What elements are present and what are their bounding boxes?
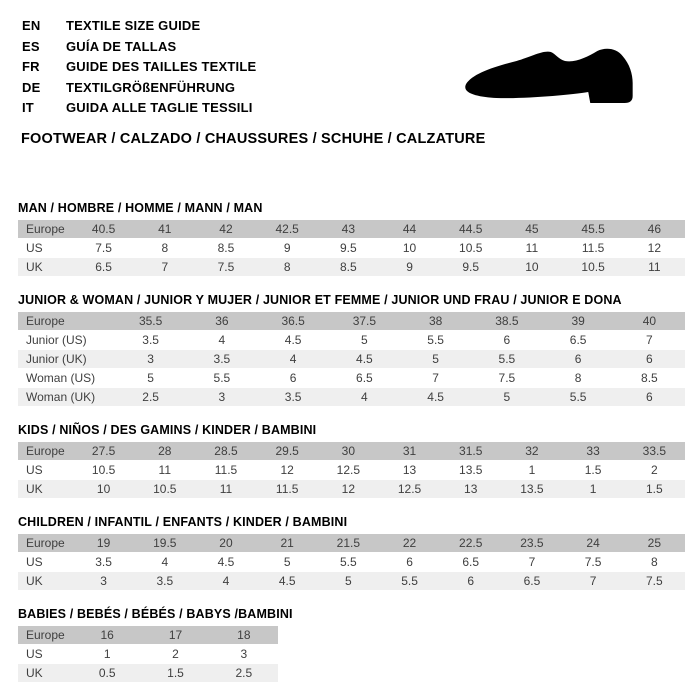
size-cell: 6.5: [329, 369, 400, 387]
language-title: GUÍA DE TALLAS: [66, 38, 177, 54]
size-cell: 5: [115, 369, 186, 387]
size-cell: 6: [379, 553, 440, 571]
size-table-kids: [18, 441, 685, 499]
size-cell: 44.5: [440, 220, 501, 238]
size-cell: 8.5: [614, 369, 685, 387]
size-cell: 35.5: [115, 312, 186, 330]
size-row-uk: [18, 664, 278, 682]
size-cell: 3: [115, 350, 186, 368]
size-cell: 19: [73, 534, 134, 552]
section-title: MAN / HOMBRE / HOMME / MANN / MAN: [18, 200, 263, 215]
size-row-europe: [18, 534, 685, 552]
size-cell: 6.5: [440, 553, 501, 571]
size-cell: 4.5: [329, 350, 400, 368]
size-cell: 38.5: [471, 312, 542, 330]
size-cell: 7.5: [73, 239, 134, 257]
size-cell: 8: [134, 239, 195, 257]
section-title: BABIES / BEBÉS / BÉBÉS / BABYS /BAMBINI: [18, 606, 293, 621]
size-cell: 10: [73, 480, 134, 498]
size-row-junior-us-: [18, 331, 685, 349]
size-cell: 6.5: [73, 258, 134, 276]
size-cell: 3.5: [134, 572, 195, 590]
size-cell: 1: [563, 480, 624, 498]
language-code: FR: [22, 59, 40, 74]
size-cell: 11: [624, 258, 685, 276]
size-cell: 4.5: [257, 572, 318, 590]
size-cell: 10.5: [134, 480, 195, 498]
size-cell: 10.5: [440, 239, 501, 257]
size-row-us: [18, 239, 685, 257]
size-cell: 11: [501, 239, 562, 257]
row-label: US: [18, 461, 73, 479]
category-heading: FOOTWEAR / CALZADO / CHAUSSURES / SCHUHE / CALZATURE: [21, 130, 486, 147]
size-cell: 33: [563, 442, 624, 460]
row-label: Europe: [18, 220, 73, 238]
size-cell: 13.5: [501, 480, 562, 498]
row-label: Europe: [18, 312, 115, 330]
size-cell: 8: [257, 258, 318, 276]
size-cell: 2.5: [115, 388, 186, 406]
size-cell: 4: [195, 572, 256, 590]
size-cell: 18: [210, 626, 278, 644]
size-cell: 5.5: [379, 572, 440, 590]
size-cell: 30: [318, 442, 379, 460]
section-title: KIDS / NIÑOS / DES GAMINS / KINDER / BAMBINI: [18, 422, 317, 437]
size-cell: 11.5: [563, 239, 624, 257]
size-cell: 1.5: [624, 480, 685, 498]
section-title: JUNIOR & WOMAN / JUNIOR Y MUJER / JUNIOR ET FEMME / JUNIOR UND FRAU / JUNIOR E DONA: [18, 292, 622, 307]
size-row-europe: [18, 220, 685, 238]
size-cell: 12: [624, 239, 685, 257]
size-cell: 32: [501, 442, 562, 460]
row-label: Europe: [18, 626, 73, 644]
size-cell: 42.5: [257, 220, 318, 238]
size-cell: 6: [614, 350, 685, 368]
section-junior-woman: [18, 293, 700, 407]
size-table-man: [18, 219, 685, 277]
size-cell: 4.5: [195, 553, 256, 571]
size-cell: 13: [440, 480, 501, 498]
language-title: TEXTILGRÖßENFÜHRUNG: [66, 79, 236, 95]
size-row-uk: [18, 480, 685, 498]
section-title: CHILDREN / INFANTIL / ENFANTS / KINDER / BAMBINI: [18, 514, 348, 529]
row-label: Europe: [18, 534, 73, 552]
size-cell: 24: [563, 534, 624, 552]
section-man: [18, 201, 700, 277]
size-cell: 13: [379, 461, 440, 479]
size-cell: 10: [501, 258, 562, 276]
size-cell: 5: [257, 553, 318, 571]
size-cell: 4: [134, 553, 195, 571]
size-cell: 7: [400, 369, 471, 387]
size-row-europe: [18, 626, 278, 644]
row-label: US: [18, 239, 73, 257]
size-cell: 29.5: [257, 442, 318, 460]
size-cell: 7.5: [471, 369, 542, 387]
size-cell: 20: [195, 534, 256, 552]
size-cell: 9.5: [318, 239, 379, 257]
size-cell: 9.5: [440, 258, 501, 276]
language-code: ES: [22, 38, 40, 54]
size-cell: 3.5: [115, 331, 186, 349]
section-children: [18, 515, 700, 591]
size-cell: 28: [134, 442, 195, 460]
size-cell: 3.5: [258, 388, 329, 406]
size-cell: 45: [501, 220, 562, 238]
size-cell: 13.5: [440, 461, 501, 479]
size-cell: 37.5: [329, 312, 400, 330]
size-cell: 5: [400, 350, 471, 368]
size-cell: 22.5: [440, 534, 501, 552]
section-kids: [18, 423, 700, 499]
size-cell: 11.5: [257, 480, 318, 498]
size-cell: 12.5: [318, 461, 379, 479]
size-cell: 10.5: [73, 461, 134, 479]
size-cell: 2: [624, 461, 685, 479]
size-cell: 7.5: [563, 553, 624, 571]
size-cell: 3.5: [186, 350, 257, 368]
size-cell: 11.5: [195, 461, 256, 479]
size-cell: 1.5: [141, 664, 209, 682]
size-row-us: [18, 461, 685, 479]
size-cell: 6: [614, 388, 685, 406]
size-cell: 9: [257, 239, 318, 257]
size-cell: 5: [471, 388, 542, 406]
row-label: UK: [18, 480, 73, 498]
size-cell: 1: [501, 461, 562, 479]
size-cell: 7: [501, 553, 562, 571]
size-cell: 31.5: [440, 442, 501, 460]
size-cell: 16: [73, 626, 141, 644]
size-cell: 7: [563, 572, 624, 590]
language-title: TEXTILE SIZE GUIDE: [66, 18, 201, 33]
size-cell: 21: [257, 534, 318, 552]
size-cell: 6.5: [501, 572, 562, 590]
size-cell: 3.5: [73, 553, 134, 571]
size-cell: 27.5: [73, 442, 134, 460]
size-cell: 31: [379, 442, 440, 460]
size-cell: 7: [614, 331, 685, 349]
size-cell: 44: [379, 220, 440, 238]
language-row-en: [22, 16, 700, 37]
size-cell: 6: [440, 572, 501, 590]
size-cell: 10: [379, 239, 440, 257]
size-cell: 17: [141, 626, 209, 644]
size-table-children: [18, 533, 685, 591]
dress-shoe-icon: [458, 38, 668, 114]
size-cell: 1: [73, 645, 141, 663]
size-cell: 23.5: [501, 534, 562, 552]
row-label: Junior (UK): [18, 350, 115, 368]
row-label: Woman (US): [18, 369, 115, 387]
size-cell: 22: [379, 534, 440, 552]
size-cell: 12.5: [379, 480, 440, 498]
size-cell: 4: [258, 350, 329, 368]
language-code: IT: [22, 100, 34, 115]
size-row-uk: [18, 258, 685, 276]
row-label: US: [18, 645, 73, 663]
size-cell: 42: [195, 220, 256, 238]
size-cell: 8.5: [318, 258, 379, 276]
size-cell: 11: [134, 461, 195, 479]
size-cell: 28.5: [195, 442, 256, 460]
size-cell: 7.5: [624, 572, 685, 590]
size-cell: 4.5: [400, 388, 471, 406]
size-cell: 4.5: [258, 331, 329, 349]
size-cell: 1.5: [563, 461, 624, 479]
size-cell: 5: [329, 331, 400, 349]
size-cell: 43: [318, 220, 379, 238]
size-cell: 0.5: [73, 664, 141, 682]
size-cell: 7: [134, 258, 195, 276]
row-label: UK: [18, 258, 73, 276]
row-label: Woman (UK): [18, 388, 115, 406]
size-cell: 12: [257, 461, 318, 479]
size-table-babies: [18, 625, 278, 683]
size-row-europe: [18, 312, 685, 330]
size-cell: 7.5: [195, 258, 256, 276]
size-cell: 3: [186, 388, 257, 406]
size-cell: 8: [543, 369, 614, 387]
size-cell: 39: [543, 312, 614, 330]
size-cell: 41: [134, 220, 195, 238]
size-row-uk: [18, 572, 685, 590]
size-cell: 36: [186, 312, 257, 330]
size-row-woman-uk-: [18, 388, 685, 406]
size-cell: 5.5: [186, 369, 257, 387]
size-row-junior-uk-: [18, 350, 685, 368]
size-cell: 3: [210, 645, 278, 663]
size-cell: 40: [614, 312, 685, 330]
size-cell: 40.5: [73, 220, 134, 238]
language-code: EN: [22, 18, 41, 33]
size-cell: 9: [379, 258, 440, 276]
size-cell: 25: [624, 534, 685, 552]
size-cell: 2.5: [210, 664, 278, 682]
size-cell: 6: [543, 350, 614, 368]
size-cell: 4: [186, 331, 257, 349]
size-tables: [18, 201, 700, 683]
size-cell: 6: [258, 369, 329, 387]
size-cell: 38: [400, 312, 471, 330]
size-cell: 46: [624, 220, 685, 238]
size-cell: 5.5: [543, 388, 614, 406]
size-cell: 5.5: [471, 350, 542, 368]
size-cell: 12: [318, 480, 379, 498]
size-cell: 11: [195, 480, 256, 498]
row-label: US: [18, 553, 73, 571]
size-cell: 6.5: [543, 331, 614, 349]
size-cell: 21.5: [318, 534, 379, 552]
size-row-europe: [18, 442, 685, 460]
size-cell: 4: [329, 388, 400, 406]
row-label: Junior (US): [18, 331, 115, 349]
size-row-us: [18, 553, 685, 571]
size-cell: 6: [471, 331, 542, 349]
size-cell: 5.5: [400, 331, 471, 349]
size-cell: 33.5: [624, 442, 685, 460]
row-label: UK: [18, 572, 73, 590]
size-cell: 2: [141, 645, 209, 663]
size-row-us: [18, 645, 278, 663]
size-cell: 5: [318, 572, 379, 590]
language-title: GUIDE DES TAILLES TEXTILE: [66, 59, 257, 74]
row-label: UK: [18, 664, 73, 682]
size-cell: 8.5: [195, 239, 256, 257]
size-table-junior-woman: [18, 311, 685, 407]
size-cell: 10.5: [563, 258, 624, 276]
language-code: DE: [22, 79, 41, 95]
section-babies: [18, 607, 700, 683]
size-cell: 19.5: [134, 534, 195, 552]
row-label: Europe: [18, 442, 73, 460]
size-cell: 36.5: [258, 312, 329, 330]
size-cell: 45.5: [563, 220, 624, 238]
language-title: GUIDA ALLE TAGLIE TESSILI: [66, 100, 253, 115]
size-cell: 3: [73, 572, 134, 590]
size-cell: 8: [624, 553, 685, 571]
size-cell: 5.5: [318, 553, 379, 571]
size-row-woman-us-: [18, 369, 685, 387]
